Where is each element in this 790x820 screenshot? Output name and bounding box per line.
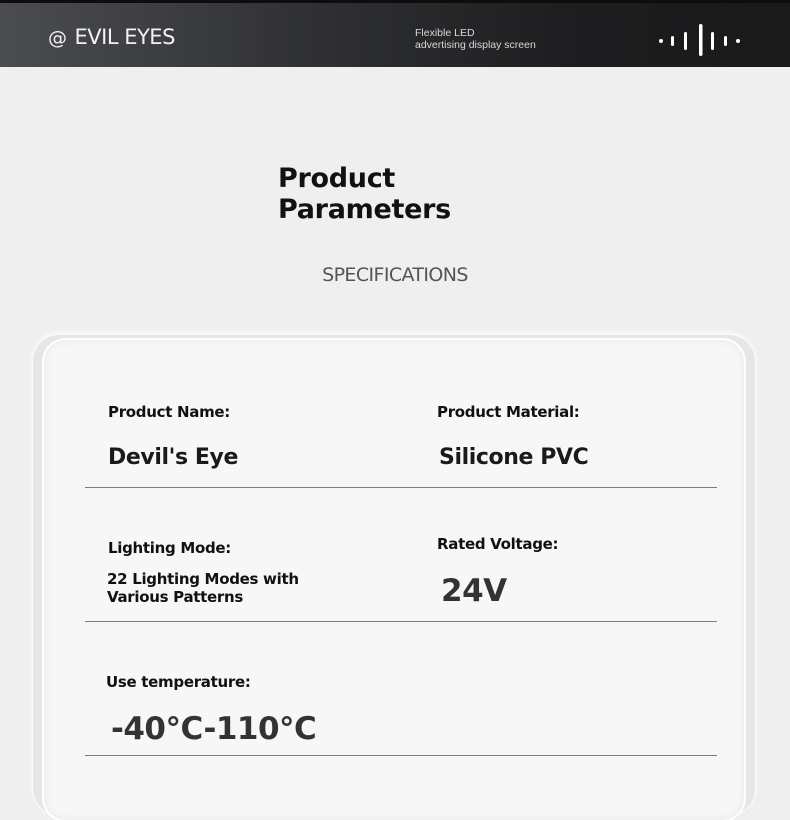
section-subtitle: SPECIFICATIONS: [322, 264, 468, 286]
brand-symbol: @: [48, 27, 67, 49]
brand-name: EVIL EYES: [74, 25, 175, 49]
rated-voltage-value: 24V: [441, 573, 507, 609]
brand-logo: [48, 25, 175, 49]
page-title-line-2: Parameters: [278, 194, 451, 225]
page-title: [278, 163, 451, 225]
divider: [85, 755, 717, 756]
divider: [85, 621, 717, 622]
tagline-line-2: advertising display screen: [415, 39, 536, 51]
product-name-value: Devil's Eye: [108, 445, 238, 470]
product-material-label: Product Material:: [437, 403, 580, 421]
rated-voltage-label: Rated Voltage:: [437, 535, 559, 553]
tagline: [415, 27, 536, 51]
divider: [85, 487, 717, 488]
use-temperature-label: Use temperature:: [106, 673, 251, 691]
top-banner: [0, 0, 790, 67]
product-name-label: Product Name:: [108, 403, 230, 421]
tagline-line-1: Flexible LED: [415, 27, 475, 39]
audio-waveform-icon: [655, 23, 745, 57]
lighting-mode-value: 22 Lighting Modes with Various Patterns: [107, 570, 299, 606]
use-temperature-value: -40°C-110°C: [111, 711, 317, 747]
lighting-mode-label: Lighting Mode:: [108, 539, 232, 557]
product-material-value: Silicone PVC: [439, 445, 589, 470]
page-title-line-1: Product: [278, 163, 396, 194]
